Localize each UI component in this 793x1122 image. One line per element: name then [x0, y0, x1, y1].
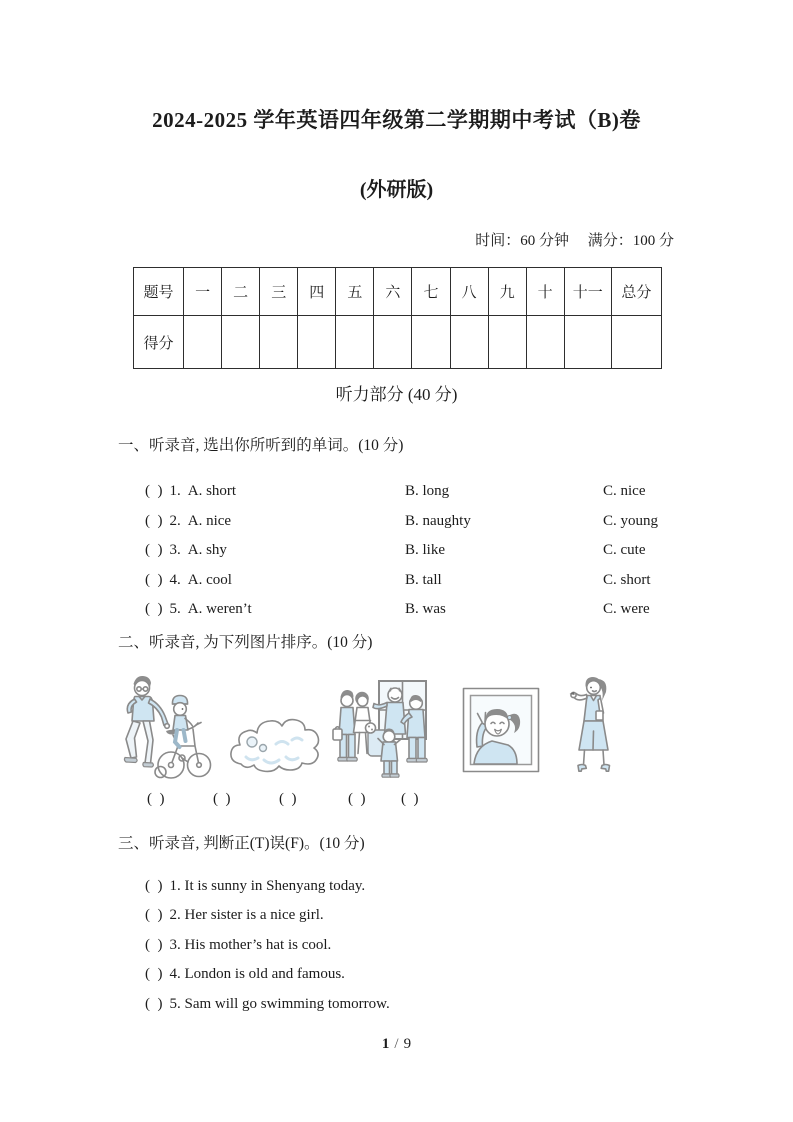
- score-table-header-cell: 二: [222, 268, 260, 316]
- answer-blank: ( ): [145, 907, 163, 924]
- score-cell: [526, 316, 564, 369]
- statement-text: 4. London is old and famous.: [169, 966, 345, 983]
- score-table: [133, 267, 662, 369]
- option-c: C. short: [603, 571, 651, 588]
- choice-row: [145, 595, 755, 625]
- score-cell: [488, 316, 526, 369]
- framed-photo-image: [462, 687, 540, 773]
- score-table-header-cell: 总分: [611, 268, 661, 316]
- page-number: [0, 1036, 793, 1053]
- score-table-header-cell: 十: [526, 268, 564, 316]
- score-table-header-row: [134, 268, 662, 316]
- answer-blank: ( ): [147, 791, 165, 807]
- current-page: 1: [381, 1036, 390, 1052]
- answer-blank: ( ): [279, 791, 297, 807]
- score-table-header-cell: 一: [184, 268, 222, 316]
- option-b: B. long: [405, 483, 450, 499]
- choice-row: [145, 507, 755, 537]
- true-false-row: [145, 960, 645, 989]
- option-b: B. tall: [405, 571, 442, 588]
- statement-text: 3. His mother’s hat is cool.: [169, 936, 332, 953]
- option-a: A. weren’t: [187, 601, 252, 618]
- illustration-bike-riding: [112, 671, 214, 789]
- bike-riding-image: [112, 671, 214, 789]
- option-c: C. cute: [603, 542, 646, 559]
- score-cell: [184, 316, 222, 369]
- option-c: C. were: [603, 601, 650, 618]
- score-table-header-cell: 四: [298, 268, 336, 316]
- time-limit-label: 时间：60 分钟: [475, 233, 569, 249]
- part3-heading: 三、听录音, 判断正(T)误(F)。(10 分): [118, 835, 365, 852]
- cloud-image: [228, 700, 322, 785]
- choice-row: [145, 477, 755, 507]
- score-table-header-cell: 三: [260, 268, 298, 316]
- statement-text: 2. Her sister is a nice girl.: [169, 907, 324, 924]
- statement-text: 5. Sam will go swimming tomorrow.: [169, 995, 390, 1012]
- option-a: A. nice: [187, 512, 232, 529]
- part1-heading: 一、听录音, 选出你所听到的单词。(10 分): [118, 437, 404, 454]
- question-number: 1.: [169, 483, 181, 499]
- option-a: A. shy: [187, 542, 227, 559]
- question-number: 2.: [169, 512, 181, 529]
- score-cell: [564, 316, 611, 369]
- answer-blank: ( ): [213, 791, 231, 807]
- answer-blank: ( ): [145, 542, 163, 559]
- part2-heading: 二、听录音, 为下列图片排序。(10 分): [118, 634, 373, 651]
- score-cell: [611, 316, 661, 369]
- score-cell: [450, 316, 488, 369]
- answer-blank: ( ): [145, 601, 163, 618]
- option-c: C. young: [603, 512, 659, 529]
- score-row-label: 得分: [134, 316, 184, 369]
- score-cell: [336, 316, 374, 369]
- score-table-header-cell: 七: [412, 268, 450, 316]
- score-cell: [374, 316, 412, 369]
- answer-blank: ( ): [145, 512, 163, 529]
- score-cell: [298, 316, 336, 369]
- question-number: 5.: [169, 601, 181, 618]
- true-false-row: [145, 872, 645, 901]
- illustration-family: [332, 672, 432, 789]
- score-cell: [260, 316, 298, 369]
- page-separator: /: [394, 1036, 399, 1052]
- score-table-header-cell: 十一: [564, 268, 611, 316]
- total-pages: 9: [403, 1036, 412, 1052]
- full-score-label: 满分：100 分: [587, 233, 674, 249]
- answer-blank: ( ): [145, 966, 163, 983]
- illustration-woman: [563, 673, 625, 777]
- option-c: C. nice: [603, 483, 646, 499]
- score-cell: [412, 316, 450, 369]
- true-false-row: [145, 931, 645, 960]
- part1-choice-list: [145, 477, 755, 625]
- question-number: 3.: [169, 542, 181, 559]
- answer-blank: ( ): [348, 791, 366, 807]
- statement-text: 1. It is sunny in Shenyang today.: [169, 878, 366, 894]
- option-a: A. short: [187, 483, 237, 499]
- choice-row: [145, 566, 755, 596]
- answer-blank: ( ): [401, 791, 419, 807]
- illustration-framed-photo: [462, 687, 540, 773]
- answer-blank: ( ): [145, 936, 163, 953]
- listening-section-title: 听力部分 (40 分): [335, 385, 458, 404]
- option-b: B. naughty: [405, 512, 471, 529]
- true-false-row: [145, 901, 645, 930]
- score-table-score-row: [134, 316, 662, 369]
- score-table-header-cell: 六: [374, 268, 412, 316]
- part3-statement-list: [145, 872, 645, 1019]
- choice-row: [145, 536, 755, 566]
- illustration-cloud: [228, 700, 322, 785]
- exam-info-line: [475, 229, 674, 250]
- page-title: 2024-2025 学年英语四年级第二学期期中考试（B)卷: [152, 108, 641, 132]
- answer-blank: ( ): [145, 483, 163, 499]
- question-number: 4.: [169, 571, 181, 588]
- answer-blank: ( ): [145, 571, 163, 588]
- score-table-header-cell: 八: [450, 268, 488, 316]
- true-false-row: [145, 990, 645, 1019]
- page-subtitle: (外研版): [359, 179, 434, 201]
- option-a: A. cool: [187, 571, 232, 588]
- woman-image: [563, 673, 625, 777]
- answer-blank: ( ): [145, 995, 163, 1012]
- score-table-header-cell: 九: [488, 268, 526, 316]
- option-b: B. like: [405, 542, 445, 559]
- option-b: B. was: [405, 601, 446, 618]
- family-image: [332, 672, 432, 789]
- score-table-header-cell: 五: [336, 268, 374, 316]
- score-table-header-cell: 题号: [134, 268, 184, 316]
- answer-blank: ( ): [145, 878, 163, 894]
- score-cell: [222, 316, 260, 369]
